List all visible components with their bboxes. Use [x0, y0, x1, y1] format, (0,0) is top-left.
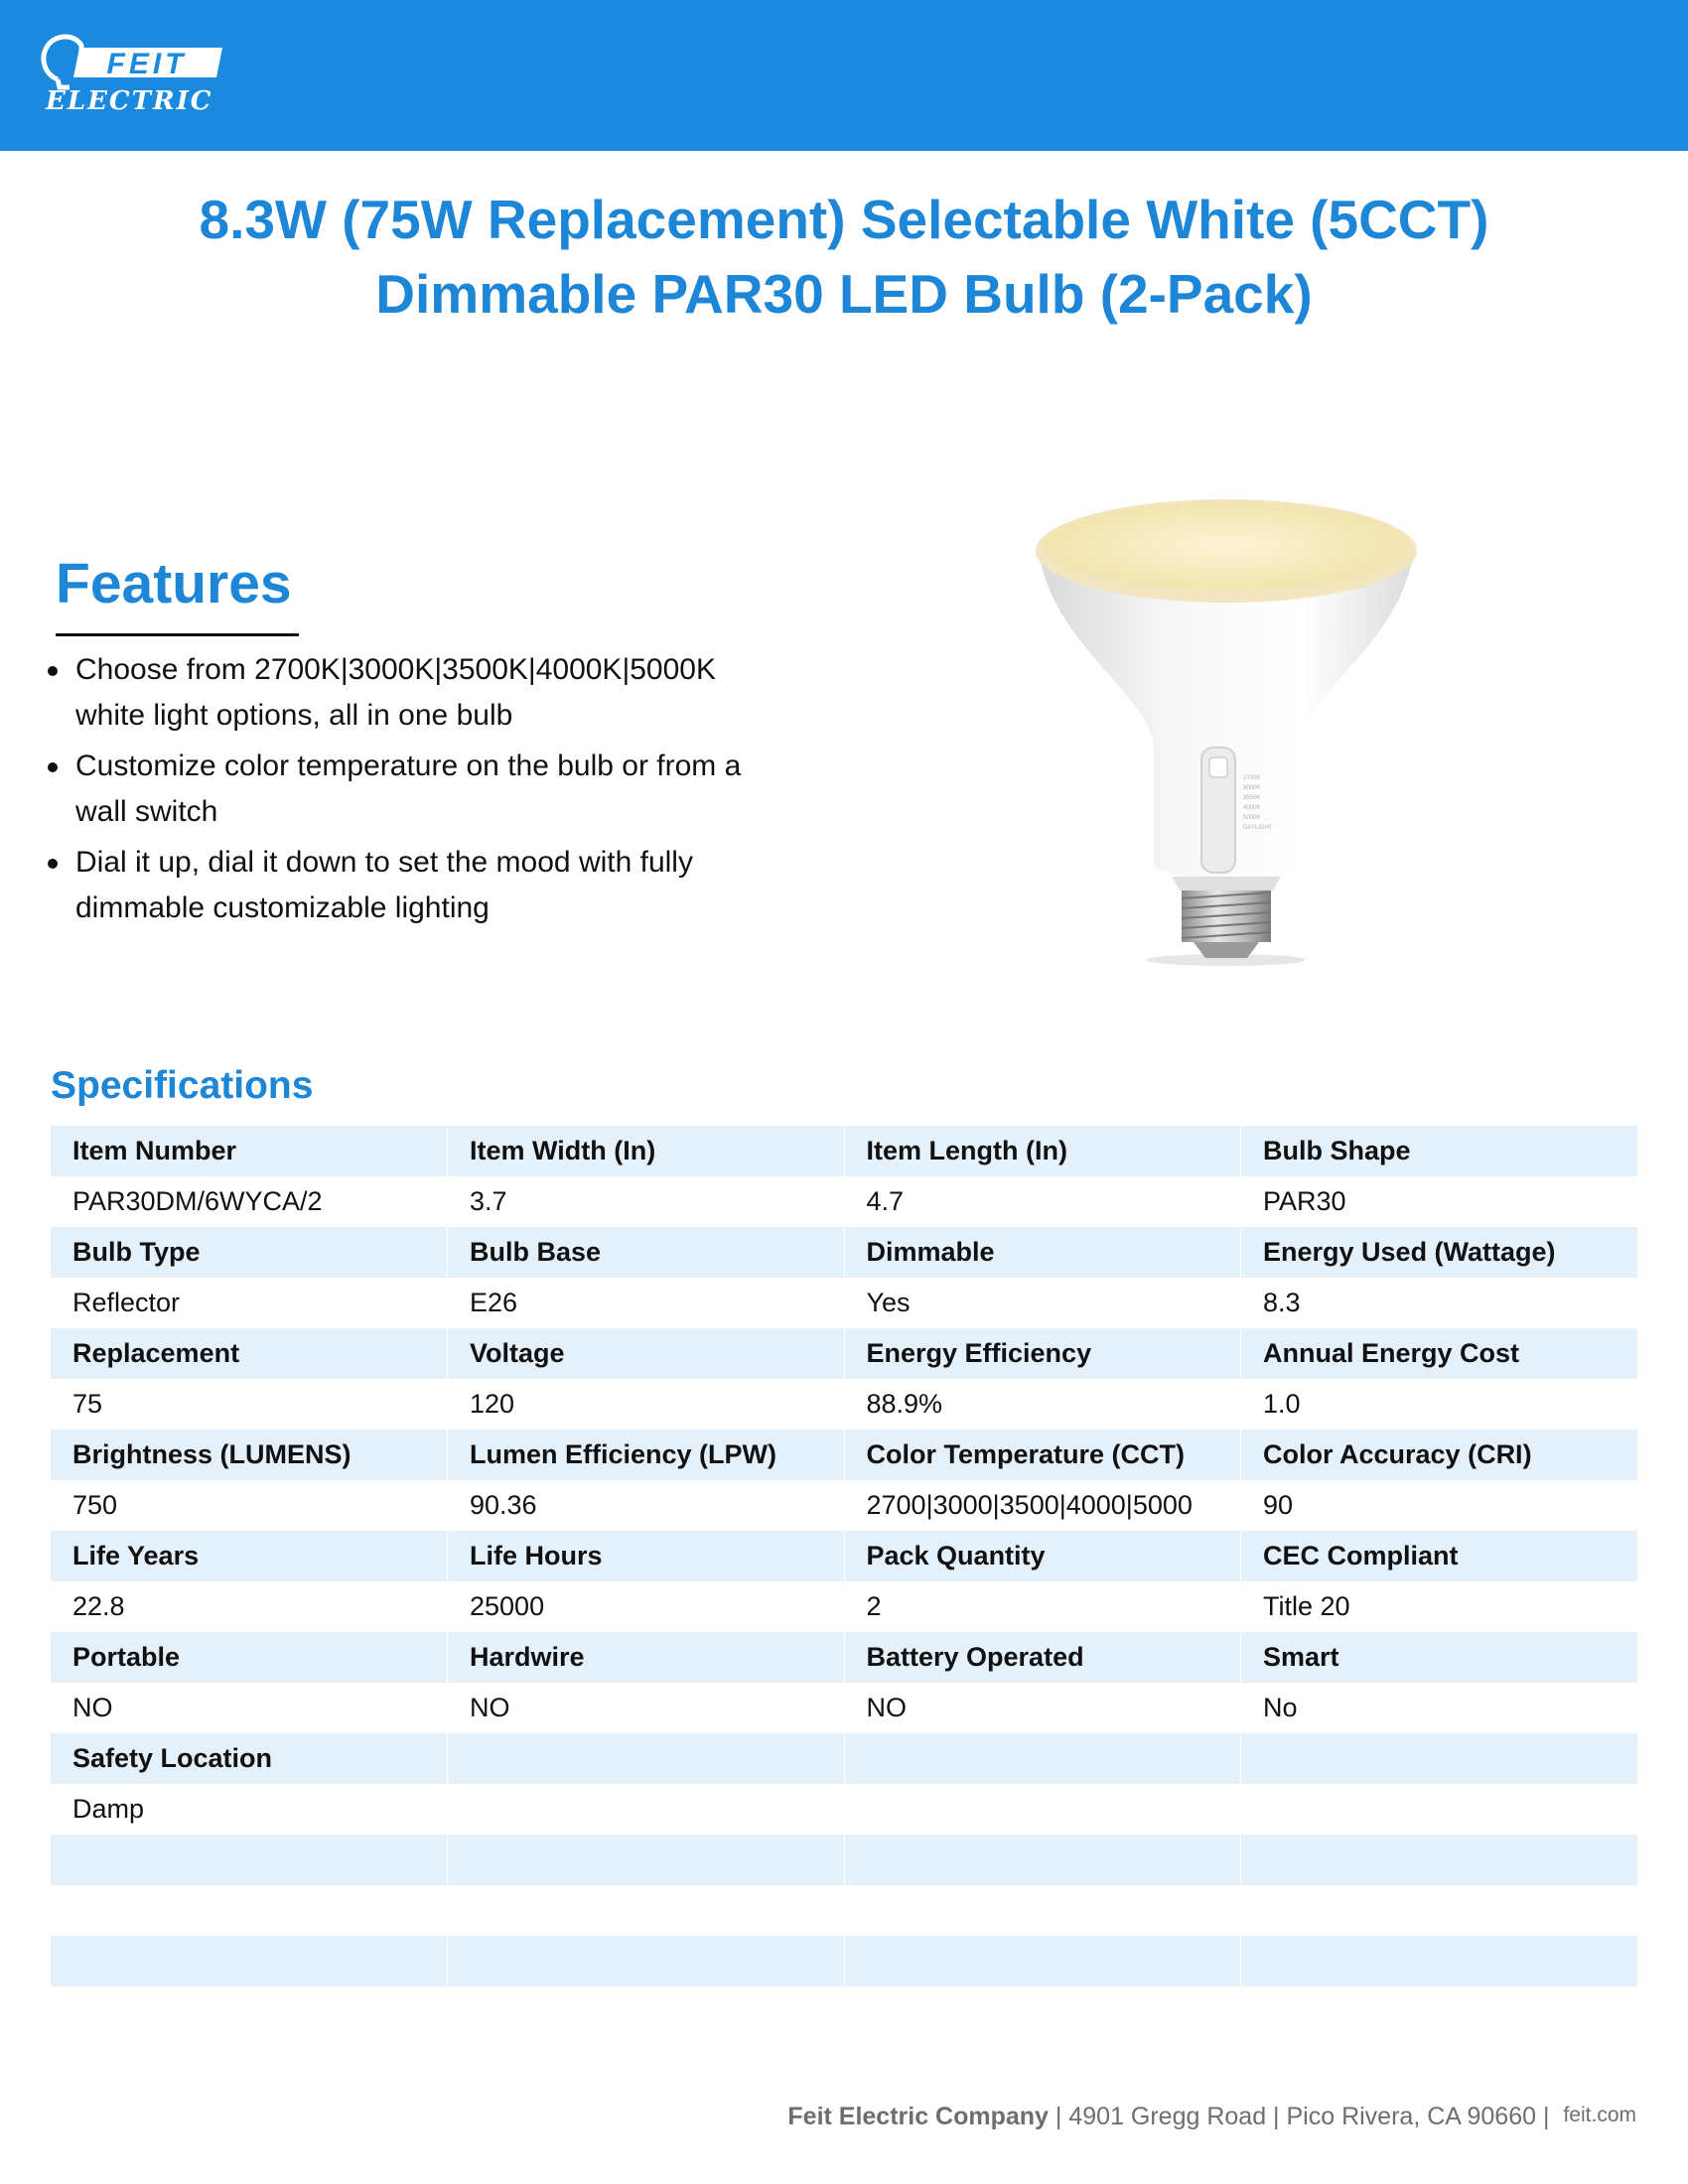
spec-label: Safety Location: [51, 1733, 448, 1784]
spec-value: 90: [1241, 1480, 1638, 1531]
spec-value: 2700|3000|3500|4000|5000: [844, 1480, 1241, 1531]
spec-value: 2: [844, 1581, 1241, 1632]
spec-empty-cell: [844, 1835, 1241, 1885]
brand-bottom-text: ELECTRIC: [46, 86, 213, 116]
switch-label: 3500K: [1243, 795, 1261, 801]
spec-label-row: [51, 1531, 1637, 1581]
spec-empty-cell: [1241, 1936, 1638, 1986]
spec-empty-cell: [51, 1936, 448, 1986]
spec-value: 25000: [448, 1581, 845, 1632]
spec-label: Bulb Type: [51, 1227, 448, 1278]
spec-value-row: [51, 1480, 1637, 1531]
spec-value: 1.0: [1241, 1379, 1638, 1430]
spec-value-row: [51, 1581, 1637, 1632]
spec-empty-cell: [448, 1936, 845, 1986]
par30-led-bulb-icon: [1023, 491, 1450, 988]
spec-value-row: [51, 1278, 1637, 1328]
spec-label: [844, 1733, 1241, 1784]
spec-empty-row: [51, 1885, 1637, 1936]
spec-label: Color Temperature (CCT): [844, 1430, 1241, 1480]
spec-empty-cell: [844, 1936, 1241, 1986]
spec-value: 75: [51, 1379, 448, 1430]
product-title-line2: Dimmable PAR30 LED Bulb (2-Pack): [375, 263, 1313, 325]
features-heading: Features: [56, 552, 292, 615]
spec-label: [1241, 1733, 1638, 1784]
spec-label: Annual Energy Cost: [1241, 1328, 1638, 1379]
spec-value: 90.36: [448, 1480, 845, 1531]
feature-text-line2: white light options, all in one bulb: [75, 699, 513, 732]
spec-label: Replacement: [51, 1328, 448, 1379]
spec-value: E26: [448, 1278, 845, 1328]
switch-label: 3000K: [1243, 785, 1261, 791]
product-title-line1: 8.3W (75W Replacement) Selectable White (5CCT): [199, 189, 1489, 250]
spec-empty-row: [51, 1936, 1637, 1986]
spec-label: Energy Efficiency: [844, 1328, 1241, 1379]
spec-value: Reflector: [51, 1278, 448, 1328]
spec-label: Energy Used (Wattage): [1241, 1227, 1638, 1278]
spec-label: CEC Compliant: [1241, 1531, 1638, 1581]
spec-value-row: [51, 1784, 1637, 1835]
spec-label: Bulb Base: [448, 1227, 845, 1278]
features-list: [0, 647, 814, 936]
spec-label: Life Hours: [448, 1531, 845, 1581]
spec-value: Yes: [844, 1278, 1241, 1328]
spec-label: Lumen Efficiency (LPW): [448, 1430, 845, 1480]
spec-value: 120: [448, 1379, 845, 1430]
spec-empty-cell: [1241, 1885, 1638, 1936]
spec-empty-cell: [448, 1835, 845, 1885]
spec-label: Portable: [51, 1632, 448, 1683]
spec-value: NO: [448, 1683, 845, 1733]
spec-empty-cell: [51, 1885, 448, 1936]
spec-empty-cell: [844, 1885, 1241, 1936]
spec-label: Smart: [1241, 1632, 1638, 1683]
spec-empty-cell: [51, 1835, 448, 1885]
spec-value: [844, 1784, 1241, 1835]
spec-value: 750: [51, 1480, 448, 1531]
switch-label: DAYLIGHT: [1243, 825, 1273, 831]
spec-value: NO: [844, 1683, 1241, 1733]
header-bar: [0, 0, 1688, 151]
spec-value: 8.3: [1241, 1278, 1638, 1328]
feature-text-line1: Customize color temperature on the bulb or from a: [75, 750, 742, 782]
spec-value: NO: [51, 1683, 448, 1733]
spec-label-row: [51, 1227, 1637, 1278]
spec-label: [448, 1733, 845, 1784]
spec-empty-cell: [448, 1885, 845, 1936]
item-number-link[interactable]: PAR30DM/6WYCA/2: [51, 1176, 448, 1227]
spec-label: Battery Operated: [844, 1632, 1241, 1683]
spec-label: Life Years: [51, 1531, 448, 1581]
spec-label: Hardwire: [448, 1632, 845, 1683]
spec-value-row: [51, 1683, 1637, 1733]
spec-value-row: [51, 1176, 1637, 1227]
spec-label: Brightness (LUMENS): [51, 1430, 448, 1480]
spec-value: 4.7: [844, 1176, 1241, 1227]
feit-electric-logo: [36, 30, 234, 119]
spec-label: Color Accuracy (CRI): [1241, 1430, 1638, 1480]
specifications-table: [51, 1126, 1637, 1986]
brand-top-text: FEIT: [106, 48, 188, 80]
product-title: [0, 183, 1688, 332]
footer-website-link[interactable]: feit.com: [1563, 2104, 1636, 2126]
spec-value: 22.8: [51, 1581, 448, 1632]
spec-value: Damp: [51, 1784, 448, 1835]
feature-item: [0, 840, 814, 931]
spec-value: Title 20: [1241, 1581, 1638, 1632]
feature-text-line2: wall switch: [75, 795, 218, 828]
spec-value: [448, 1784, 845, 1835]
footer: [787, 2103, 1636, 2131]
feature-text-line1: Dial it up, dial it down to set the mood with fully: [75, 846, 693, 879]
spec-label: Item Width (In): [448, 1126, 845, 1176]
spec-empty-cell: [1241, 1835, 1638, 1885]
spec-label: Pack Quantity: [844, 1531, 1241, 1581]
spec-label: Item Number: [51, 1126, 448, 1176]
feature-text-line2: dimmable customizable lighting: [75, 891, 490, 924]
spec-empty-row: [51, 1835, 1637, 1885]
features-underline: [56, 633, 299, 636]
spec-value: No: [1241, 1683, 1638, 1733]
spec-label-row: [51, 1328, 1637, 1379]
spec-label: Voltage: [448, 1328, 845, 1379]
feature-text-line1: Choose from 2700K|3000K|3500K|4000K|5000K: [75, 653, 716, 686]
spec-value: PAR30: [1241, 1176, 1638, 1227]
spec-value-row: [51, 1379, 1637, 1430]
spec-label: Bulb Shape: [1241, 1126, 1638, 1176]
spec-label-row: [51, 1632, 1637, 1683]
feature-item: [0, 647, 814, 739]
spec-value: 88.9%: [844, 1379, 1241, 1430]
spec-label: Dimmable: [844, 1227, 1241, 1278]
spec-label-row: [51, 1126, 1637, 1176]
switch-label: 4000K: [1243, 805, 1261, 811]
feature-item: [0, 744, 814, 835]
footer-address: | 4901 Gregg Road | Pico Rivera, CA 90660 |: [1048, 2103, 1550, 2130]
specifications-heading: Specifications: [51, 1064, 314, 1107]
spec-label-row: [51, 1733, 1637, 1784]
switch-label: 5000K: [1243, 815, 1261, 821]
spec-value: 3.7: [448, 1176, 845, 1227]
switch-label: 2700K: [1243, 775, 1261, 781]
spec-label: Item Length (In): [844, 1126, 1241, 1176]
spec-label-row: [51, 1430, 1637, 1480]
footer-company-name: Feit Electric Company: [787, 2103, 1049, 2130]
spec-value: [1241, 1784, 1638, 1835]
